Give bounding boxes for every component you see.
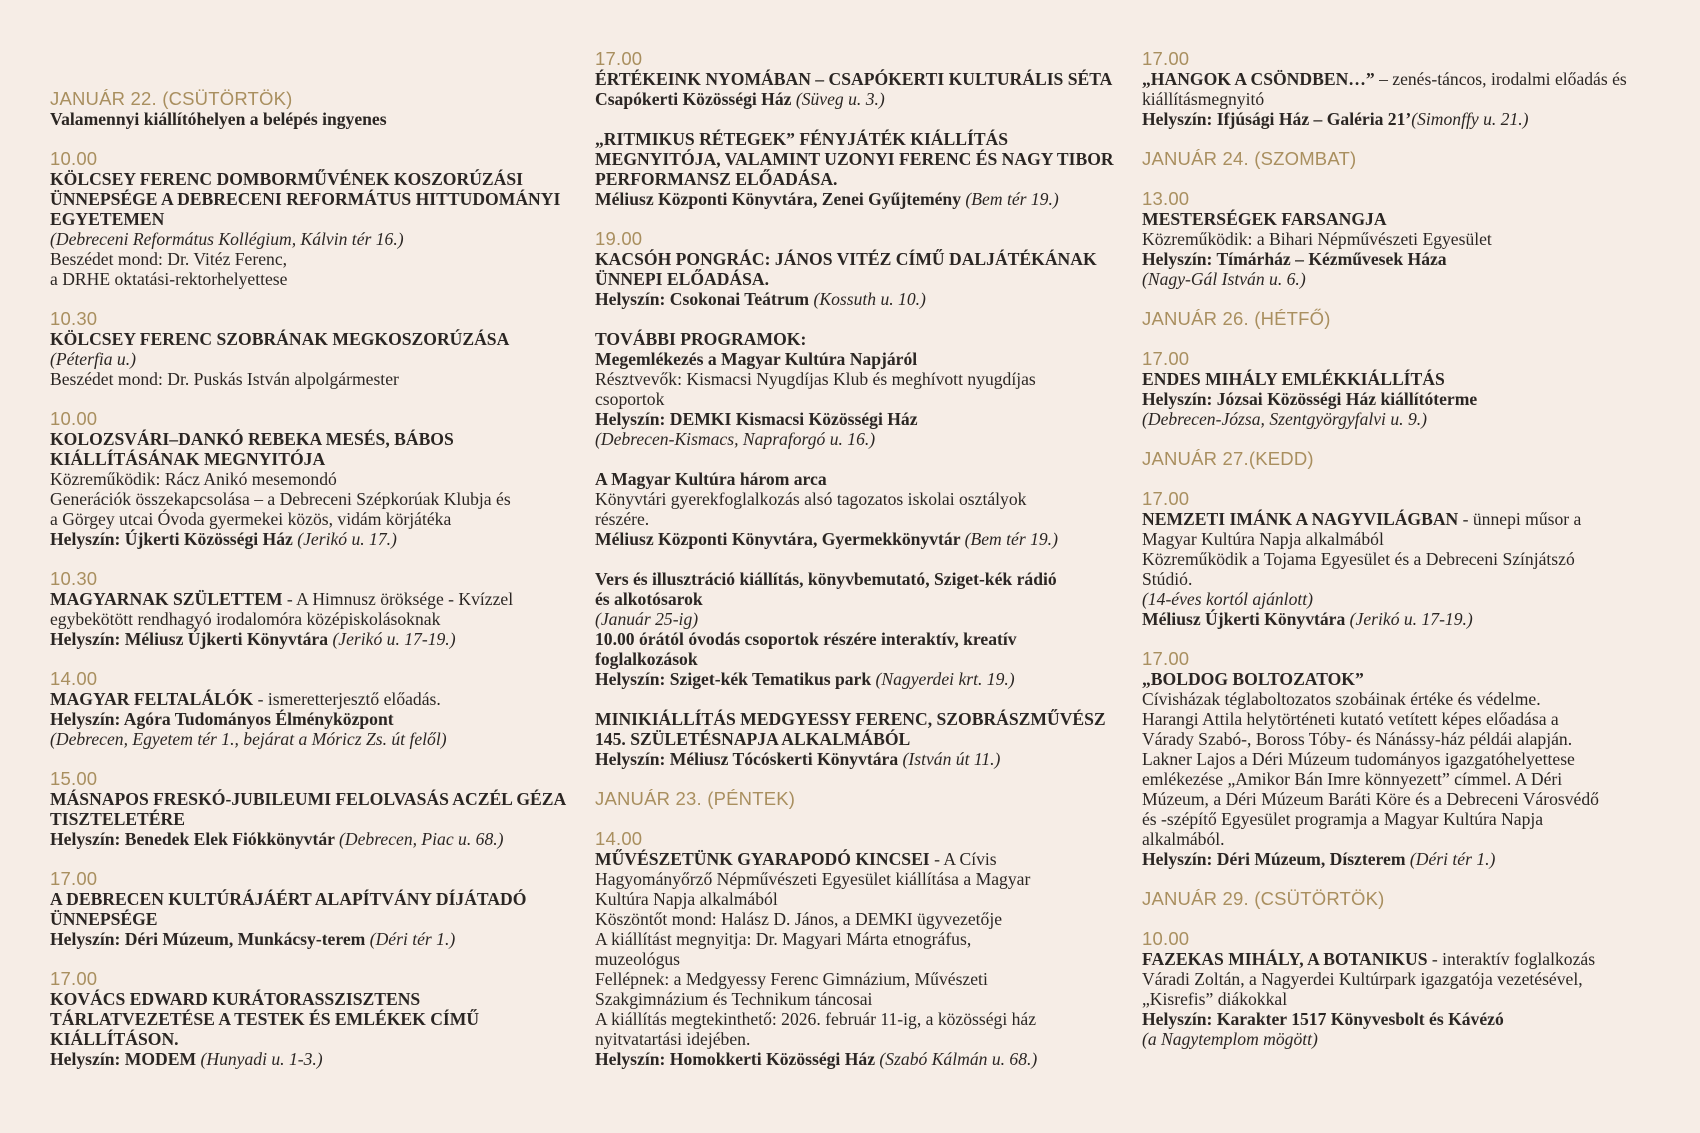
bold-text: ÉRTÉKEINK NYOMÁBAN – CSAPÓKERTI KULTURÁLIS SÉTA (595, 69, 1113, 89)
body-text: emlékezése „Amikor Bán Imre könnyezett” címmel. A Déri (1142, 769, 1563, 789)
event-text-line (595, 169, 1135, 189)
event-item (50, 769, 590, 849)
body-text: Stúdió. (1142, 569, 1193, 589)
event-text-line (1142, 589, 1682, 609)
body-text: Közreműködik a Tojama Egyesület és a Debreceni Színjátszó (1142, 549, 1575, 569)
bold-text: KÖLCSEY FERENC SZOBRÁNAK MEGKOSZORÚZÁSA (50, 329, 510, 349)
event-item (595, 469, 1135, 549)
body-text: Szakgimnázium és Technikum táncosai (595, 989, 873, 1009)
event-time: 17.00 (1142, 488, 1190, 509)
address-text: (Január 25-ig) (595, 609, 699, 629)
event-text-line (50, 529, 590, 549)
event-text-line (1142, 109, 1682, 129)
bold-text: KOLOZSVÁRI–DANKÓ REBEKA MESÉS, BÁBOS (50, 429, 454, 449)
event-time: 13.00 (1142, 188, 1190, 209)
event-text-line (50, 609, 590, 629)
event-text-line (1142, 729, 1682, 749)
event-item (50, 409, 590, 549)
event-text-line (1142, 89, 1682, 109)
event-time: 17.00 (1142, 648, 1190, 669)
bold-text: Valamennyi kiállítóhelyen a belépés ingyenes (50, 109, 387, 129)
bold-text: Helyszín: Homokkerti Közösségi Ház (595, 1049, 880, 1069)
body-text: Könyvtári gyerekfoglalkozás alsó tagozatos iskolai osztályok (595, 489, 1027, 509)
event-time: 17.00 (595, 48, 643, 69)
event-text-line (595, 369, 1135, 389)
body-text: alkalmából. (1142, 829, 1225, 849)
event-text-line (595, 949, 1135, 969)
event-text-line (595, 1009, 1135, 1029)
day-section (1142, 449, 1682, 469)
address-text: (Debrecen-Kismacs, Napraforgó u. 16.) (595, 429, 876, 449)
event-text-line (595, 569, 1135, 589)
event-text-line (1142, 849, 1682, 869)
body-text: egybekötött rendhagyó irodalomóra középiskolásoknak (50, 609, 441, 629)
event-text-line (50, 189, 590, 209)
event-text-line (1142, 989, 1682, 1009)
body-text: Résztvevők: Kismacsi Nyugdíjas Klub és meghívott nyugdíjas (595, 369, 1036, 389)
bold-text: KOVÁCS EDWARD KURÁTORASSZISZTENS (50, 989, 421, 1009)
event-text-line (595, 729, 1135, 749)
event-text-line (595, 489, 1135, 509)
body-text: Harangi Attila helytörténeti kutató vetített képes előadása a (1142, 709, 1559, 729)
event-text-line (595, 89, 1135, 109)
event-item (50, 149, 590, 289)
event-text-line (50, 329, 590, 349)
event-time: 17.00 (50, 968, 98, 989)
event-item (1142, 489, 1682, 629)
event-text-line (1142, 829, 1682, 849)
program-column-1 (50, 89, 590, 1089)
event-text-line (595, 849, 1135, 869)
address-text: (Jerikó u. 17-19.) (1349, 609, 1473, 629)
address-text: (Bem tér 19.) (964, 529, 1058, 549)
event-text-line (1142, 369, 1682, 389)
body-text: Cívisházak téglaboltozatos szobáinak értéke és védelme. (1142, 689, 1541, 709)
address-text: (Hunyadi u. 1-3.) (200, 1049, 323, 1069)
bold-text: Helyszín: Újkerti Közösségi Ház (50, 529, 298, 549)
date-heading: JANUÁR 23. (PÉNTEK) (595, 788, 796, 809)
event-item (1142, 189, 1682, 289)
event-text-line (1142, 269, 1682, 289)
event-text-line (50, 269, 590, 289)
bold-text: Helyszín: Agóra Tudományos Élményközpont (50, 709, 394, 729)
body-text: kiállításmegnyitó (1142, 89, 1265, 109)
body-text: - A Cívis (929, 849, 997, 869)
bold-text: 145. SZÜLETÉSNAPJA ALKALMÁBÓL (595, 729, 911, 749)
address-text: (Nagy-Gál István u. 6.) (1142, 269, 1306, 289)
address-text: (Jerikó u. 17-19.) (332, 629, 456, 649)
bold-text: Helyszín: Déri Múzeum, Munkácsy-terem (50, 929, 370, 949)
event-text-line (50, 229, 590, 249)
address-text: (Déri tér 1.) (1409, 849, 1496, 869)
event-text-line (50, 909, 590, 929)
bold-text: TÁRLATVEZETÉSE A TESTEK ÉS EMLÉKEK CÍMŰ (50, 1009, 480, 1029)
event-text-line (1142, 549, 1682, 569)
event-text-line (595, 329, 1135, 349)
event-text-line (595, 289, 1135, 309)
date-heading: JANUÁR 27.(KEDD) (1142, 448, 1314, 469)
bold-text: MAGYAR FELTALÁLÓK (50, 689, 254, 709)
bold-text: MŰVÉSZETÜNK GYARAPODÓ KINCSEI (595, 849, 930, 869)
bold-text: Helyszín: Méliusz Újkerti Könyvtára (50, 629, 333, 649)
address-text: (Nagyerdei krt. 19.) (875, 669, 1015, 689)
body-text: Kultúra Napja alkalmából (595, 889, 778, 909)
body-text: Köszöntőt mond: Halász D. János, a DEMKI ügyvezetője (595, 909, 1003, 929)
event-item (1142, 929, 1682, 1049)
address-text: (Debrecen-Józsa, Szentgyörgyfalvi u. 9.) (1142, 409, 1427, 429)
body-text: Generációk összekapcsolása – a Debreceni Szépkorúak Klubja és (50, 489, 511, 509)
bold-text: Megemlékezés a Magyar Kultúra Napjáról (595, 349, 918, 369)
bold-text: Méliusz Újkerti Könyvtára (1142, 609, 1350, 629)
body-text: A kiállítás megtekinthető: 2026. február 11-ig, a közösségi ház (595, 1009, 1037, 1029)
event-text-line (1142, 809, 1682, 829)
event-time: 10.00 (1142, 928, 1190, 949)
event-text-line (595, 189, 1135, 209)
event-item (50, 969, 590, 1069)
address-text: (István út 11.) (902, 749, 1001, 769)
bold-text: FAZEKAS MIHÁLY, A BOTANIKUS (1142, 949, 1428, 969)
date-heading: JANUÁR 26. (HÉTFŐ) (1142, 308, 1331, 329)
bold-text: MÁSNAPOS FRESKÓ-JUBILEUMI FELOLVASÁS ACZÉL GÉZA (50, 789, 567, 809)
event-time: 14.00 (50, 668, 98, 689)
event-text-line (50, 449, 590, 469)
event-time: 17.00 (1142, 48, 1190, 69)
day-section (1142, 309, 1682, 329)
bold-text: ÜNNEPSÉGE (50, 909, 158, 929)
body-text: - ünnepi műsor a (1458, 509, 1582, 529)
event-text-line (595, 349, 1135, 369)
event-text-line (1142, 709, 1682, 729)
event-text-line (50, 809, 590, 829)
bold-text: Méliusz Központi Könyvtára, Zenei Gyűjtemény (595, 189, 966, 209)
event-text-line (1142, 209, 1682, 229)
day-section (1142, 149, 1682, 169)
event-text-line (50, 209, 590, 229)
bold-text: MESTERSÉGEK FARSANGJA (1142, 209, 1387, 229)
event-item (50, 309, 590, 389)
event-text-line (595, 129, 1135, 149)
event-text-line (595, 909, 1135, 929)
event-text-line (1142, 529, 1682, 549)
bold-text: ÜNNEPI ELŐADÁSA. (595, 269, 770, 289)
bold-text: ENDES MIHÁLY EMLÉKKIÁLLÍTÁS (1142, 369, 1445, 389)
event-item (50, 669, 590, 749)
body-text: Magyar Kultúra Napja alkalmából (1142, 529, 1384, 549)
body-text: a Görgey utcai Óvoda gyermekei közös, vidám körjátéka (50, 509, 452, 529)
event-item (1142, 49, 1682, 129)
body-text: Beszédet mond: Dr. Puskás István alpolgármester (50, 369, 399, 389)
event-time: 14.00 (595, 828, 643, 849)
event-time: 10.30 (50, 568, 98, 589)
bold-text: Vers és illusztráció kiállítás, könyvbemutató, Sziget-kék rádió (595, 569, 1057, 589)
bold-text: Helyszín: Déri Múzeum, Díszterem (1142, 849, 1410, 869)
bold-text: 10.00 órától óvodás csoportok részére interaktív, kreatív (595, 629, 1017, 649)
bold-text: Helyszín: MODEM (50, 1049, 201, 1069)
address-text: (Debrecen, Piac u. 68.) (339, 829, 504, 849)
event-text-line (1142, 609, 1682, 629)
body-text: Várady Szabó-, Boross Tóby- és Nánássy-ház példái alapján. (1142, 729, 1573, 749)
body-text: Lakner Lajos a Déri Múzeum tudományos igazgatóhelyettese (1142, 749, 1575, 769)
event-text-line (1142, 669, 1682, 689)
event-text-line (50, 1029, 590, 1049)
bold-text: Csapókerti Közösségi Ház (595, 89, 796, 109)
body-text: Közreműködik: Rácz Anikó mesemondó (50, 469, 337, 489)
event-text-line (595, 1029, 1135, 1049)
event-text-line (595, 929, 1135, 949)
event-text-line (1142, 69, 1682, 89)
program-column-3 (1142, 49, 1682, 1069)
bold-text: foglalkozások (595, 649, 698, 669)
event-text-line (595, 389, 1135, 409)
event-time: 10.00 (50, 148, 98, 169)
event-text-line (1142, 689, 1682, 709)
event-text-line (595, 469, 1135, 489)
event-text-line (1142, 1009, 1682, 1029)
event-text-line (50, 169, 590, 189)
event-item (50, 569, 590, 649)
address-text: (Péterfia u.) (50, 349, 136, 369)
bold-text: A DEBRECEN KULTÚRÁJÁÉRT ALAPÍTVÁNY DÍJÁTADÓ (50, 889, 527, 909)
body-text: „Kisrefis” diákokkal (1142, 989, 1288, 1009)
bold-text: „BOLDOG BOLTOZATOK” (1142, 669, 1364, 689)
event-time: 15.00 (50, 768, 98, 789)
event-text-line (1142, 769, 1682, 789)
day-section (595, 789, 1135, 809)
event-item (1142, 649, 1682, 869)
event-text-line (50, 1009, 590, 1029)
address-text: (14-éves kortól ajánlott) (1142, 589, 1314, 609)
bold-text: Helyszín: Sziget-kék Tematikus park (595, 669, 876, 689)
body-text: Múzeum, a Déri Múzeum Baráti Köre és a Debreceni Városvédő (1142, 789, 1599, 809)
address-text: (Süveg u. 3.) (795, 89, 885, 109)
bold-text: MEGNYITÓJA, VALAMINT UZONYI FERENC ÉS NAGY TIBOR (595, 149, 1114, 169)
event-text-line (1142, 509, 1682, 529)
date-heading: JANUÁR 22. (CSÜTÖRTÖK) (50, 88, 293, 109)
bold-text: KIÁLLÍTÁSÁNAK MEGNYITÓJA (50, 449, 326, 469)
body-text: a DRHE oktatási-rektorhelyettese (50, 269, 288, 289)
bold-text: Helyszín: Méliusz Tócóskerti Könyvtára (595, 749, 903, 769)
event-text-line (595, 609, 1135, 629)
event-text-line (595, 629, 1135, 649)
bold-text: KIÁLLÍTÁSON. (50, 1029, 179, 1049)
bold-text: MINIKIÁLLÍTÁS MEDGYESSY FERENC, SZOBRÁSZMŰVÉSZ (595, 709, 1106, 729)
bold-text: Helyszín: Csokonai Teátrum (595, 289, 814, 309)
event-text-line (50, 469, 590, 489)
event-text-line (595, 429, 1135, 449)
event-text-line (1142, 409, 1682, 429)
bold-text: ÜNNEPSÉGE A DEBRECENI REFORMÁTUS HITTUDOMÁNYI (50, 189, 561, 209)
event-text-line (50, 589, 590, 609)
body-text: Fellépnek: a Medgyessy Ferenc Gimnázium, Művészeti (595, 969, 988, 989)
event-text-line (50, 989, 590, 1009)
event-text-line (50, 829, 590, 849)
body-text: – zenés-táncos, irodalmi előadás és (1374, 69, 1627, 89)
event-text-line (1142, 389, 1682, 409)
event-text-line (1142, 949, 1682, 969)
event-item (595, 709, 1135, 769)
event-text-line (50, 489, 590, 509)
address-text: (Jerikó u. 17.) (297, 529, 397, 549)
bold-text: MAGYARNAK SZÜLETTEM (50, 589, 283, 609)
body-text: Beszédet mond: Dr. Vitéz Ferenc, (50, 249, 288, 269)
event-text-line (50, 729, 590, 749)
address-text: (Kossuth u. 10.) (813, 289, 926, 309)
event-text-line (595, 1049, 1135, 1069)
body-text: és -szépítő Egyesület programja a Magyar Kultúra Napja (1142, 809, 1544, 829)
event-item (50, 869, 590, 949)
address-text: (Debrecen, Egyetem tér 1., bejárat a Móricz Zs. út felől) (50, 729, 447, 749)
event-text-line (1142, 749, 1682, 769)
event-item (595, 229, 1135, 309)
bold-text: KÖLCSEY FERENC DOMBORMŰVÉNEK KOSZORÚZÁSI (50, 169, 523, 189)
body-text: muzeológus (595, 949, 681, 969)
event-item (595, 329, 1135, 449)
event-text-line (50, 889, 590, 909)
event-text-line (595, 869, 1135, 889)
address-text: (a Nagytemplom mögött) (1142, 1029, 1318, 1049)
event-time: 17.00 (50, 868, 98, 889)
event-text-line (595, 249, 1135, 269)
event-text-line (1142, 229, 1682, 249)
bold-text: PERFORMANSZ ELŐADÁSA. (595, 169, 838, 189)
event-item (595, 49, 1135, 109)
address-text: (Simonffy u. 21.) (1411, 109, 1529, 129)
body-text: - A Himnusz öröksége - Kvízzel (282, 589, 514, 609)
date-heading: JANUÁR 29. (CSÜTÖRTÖK) (1142, 888, 1385, 909)
event-text-line (595, 69, 1135, 89)
event-text-line (50, 709, 590, 729)
body-text: - ismeretterjesztő előadás. (253, 689, 441, 709)
event-text-line (50, 629, 590, 649)
event-time: 10.30 (50, 308, 98, 329)
bold-text: NEMZETI IMÁNK A NAGYVILÁGBAN (1142, 509, 1459, 529)
date-heading: JANUÁR 24. (SZOMBAT) (1142, 148, 1357, 169)
event-time: 19.00 (595, 228, 643, 249)
bold-text: TISZTELETÉRE (50, 809, 185, 829)
body-text: nyitvatartási idejében. (595, 1029, 751, 1049)
bold-text: EGYETEMEN (50, 209, 165, 229)
event-text-line (595, 749, 1135, 769)
bold-text: A Magyar Kultúra három arca (595, 469, 827, 489)
event-text-line (50, 929, 590, 949)
bold-text: és alkotósarok (595, 589, 703, 609)
bold-text: Méliusz Központi Könyvtára, Gyermekkönyvtár (595, 529, 965, 549)
event-text-line (50, 789, 590, 809)
body-text: részére. (595, 509, 650, 529)
body-text: Hagyományőrző Népművészeti Egyesület kiállítása a Magyar (595, 869, 1031, 889)
event-text-line (1142, 789, 1682, 809)
bold-text: Helyszín: DEMKI Kismacsi Közösségi Ház (595, 409, 918, 429)
bold-text: KACSÓH PONGRÁC: JÁNOS VITÉZ CÍMŰ DALJÁTÉKÁNAK (595, 249, 1097, 269)
event-text-line (595, 409, 1135, 429)
event-item (595, 569, 1135, 689)
event-text-line (50, 369, 590, 389)
body-text: Váradi Zoltán, a Nagyerdei Kultúrpark igazgatója vezetésével, (1142, 969, 1583, 989)
body-text: A kiállítást megnyitja: Dr. Magyari Márta etnográfus, (595, 929, 972, 949)
bold-text: Helyszín: Ifjúsági Ház – Galéria 21’ (1142, 109, 1412, 129)
event-text-line (595, 969, 1135, 989)
event-text-line (595, 509, 1135, 529)
event-item (595, 829, 1135, 1069)
bold-text: Helyszín: Karakter 1517 Könyvesbolt és Kávézó (1142, 1009, 1504, 1029)
event-text-line (595, 149, 1135, 169)
event-text-line (595, 589, 1135, 609)
event-text-line (595, 269, 1135, 289)
event-time: 17.00 (1142, 348, 1190, 369)
body-text: - interaktív foglalkozás (1427, 949, 1596, 969)
bold-text: Helyszín: Józsai Közösségi Ház kiállítóterme (1142, 389, 1478, 409)
event-text-line (50, 509, 590, 529)
bold-text: Helyszín: Benedek Elek Fiókkönyvtár (50, 829, 340, 849)
event-text-line (595, 649, 1135, 669)
day-section (1142, 889, 1682, 909)
program-column-2 (595, 49, 1135, 1089)
address-text: (Bem tér 19.) (965, 189, 1059, 209)
event-text-line (1142, 569, 1682, 589)
event-text-line (595, 889, 1135, 909)
event-text-line (50, 1049, 590, 1069)
event-text-line (595, 989, 1135, 1009)
bold-text: TOVÁBBI PROGRAMOK: (595, 329, 807, 349)
address-text: (Debreceni Református Kollégium, Kálvin tér 16.) (50, 229, 404, 249)
event-item (595, 129, 1135, 209)
event-text-line (595, 529, 1135, 549)
body-text: Közreműködik: a Bihari Népművészeti Egyesület (1142, 229, 1492, 249)
event-text-line (50, 689, 590, 709)
event-time: 10.00 (50, 408, 98, 429)
bold-text: Helyszín: Tímárház – Kézművesek Háza (1142, 249, 1447, 269)
day-section (50, 89, 590, 129)
event-text-line (50, 249, 590, 269)
event-text-line (595, 709, 1135, 729)
event-text-line (50, 349, 590, 369)
body-text: csoportok (595, 389, 665, 409)
address-text: (Déri tér 1.) (369, 929, 456, 949)
bold-text: „HANGOK A CSÖNDBEN…” (1142, 69, 1375, 89)
event-text-line (1142, 249, 1682, 269)
event-text-line (50, 109, 590, 129)
event-text-line (595, 669, 1135, 689)
event-text-line (50, 429, 590, 449)
bold-text: „RITMIKUS RÉTEGEK” FÉNYJÁTÉK KIÁLLÍTÁS (595, 129, 1009, 149)
address-text: (Szabó Kálmán u. 68.) (879, 1049, 1038, 1069)
event-text-line (1142, 1029, 1682, 1049)
event-item (1142, 349, 1682, 429)
event-text-line (1142, 969, 1682, 989)
